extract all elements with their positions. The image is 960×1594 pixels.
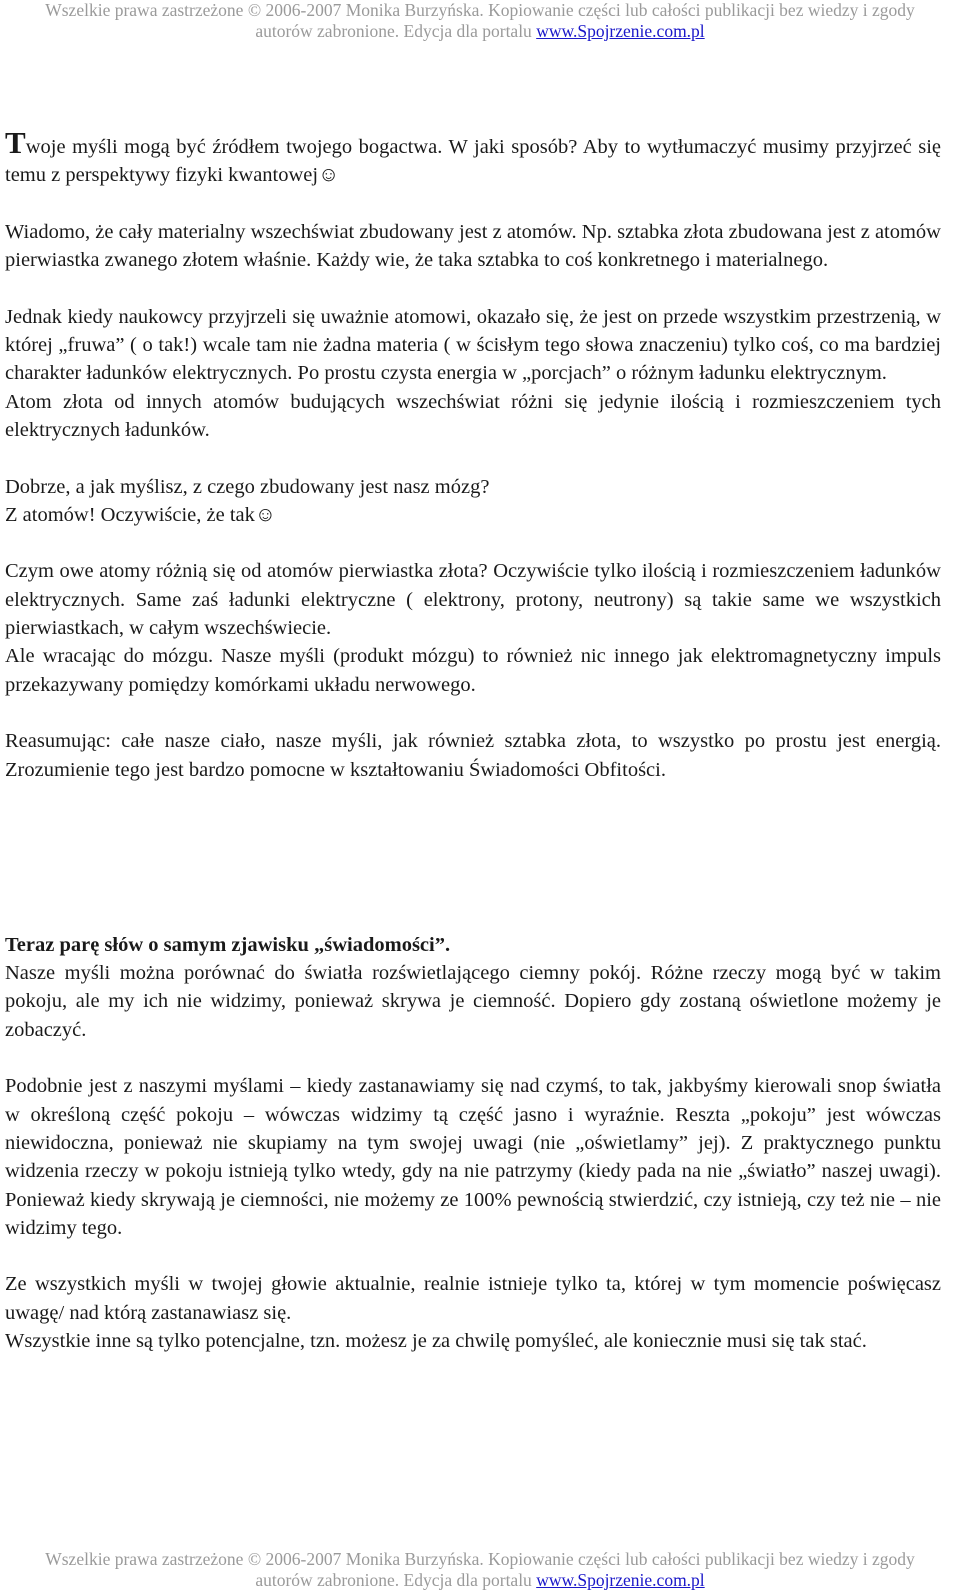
paragraph-brain-question: Dobrze, a jak myślisz, z czego zbudowany jest nasz mózg? bbox=[5, 475, 490, 498]
edition-text: autorów zabronione. Edycja dla portalu bbox=[255, 21, 537, 41]
paragraph-scientists: Jednak kiedy naukowcy przyjrzeli się uważnie atomowi, okazało się, że jest on przede wszystkim przestrzenią, w której „fruwa” ( o tak!) wcale tam nie żadna materia ( w ścisłym tego słowa znaczeniu) tylko coś, co ma bardziej charakter ładunków elektrycznych. Po prostu czysta energia w „porcjach” o różnym ładunku elektrycznym. bbox=[5, 305, 941, 385]
paragraph-summary: Reasumując: całe nasze ciało, nasze myśli, jak również sztabka złota, to wszystko po prostu jest energią. Zrozumienie tego jest bardzo pomocne w kształtowaniu Świadomości Obfitości. bbox=[5, 730, 941, 781]
paragraph-atoms: Wiadomo, że cały materialny wszechświat zbudowany jest z atomów. Np. sztabka złota zbudowana jest z atomów pierwiastka zwanego złotem właśnie. Każdy wie, że taka sztabka to coś konkretnego i materialnego. bbox=[5, 220, 941, 272]
copyright-line: Wszelkie prawa zastrzeżone © 2006-2007 Monika Burzyńska. Kopiowanie części lub całości publikacji bez wiedzy i zgody bbox=[45, 1549, 915, 1569]
intro-text: woje myśli mogą być źródłem twojego bogactwa. W jaki sposób? Aby to wytłumaczyć musimy przyjrzeć się temu z perspektywy fizyki kwantowej☺ bbox=[5, 136, 941, 187]
paragraph-brain-answer: Z atomów! Oczywiście, że tak☺ bbox=[5, 503, 276, 526]
intro-paragraph bbox=[5, 125, 941, 190]
page-footer bbox=[0, 1549, 960, 1591]
paragraph-gold-atom: Atom złota od innych atomów budujących wszechświat różni się jedynie ilością i rozmieszczeniem tych elektrycznych ładunków. bbox=[5, 390, 941, 441]
paragraph-back-to-brain: Ale wracając do mózgu. Nasze myśli (produkt mózgu) to również nic innego jak elektromagnetyczny impuls przekazywany pomiędzy komórkami układu nerwowego. bbox=[5, 645, 941, 696]
portal-link[interactable]: www.Spojrzenie.com.pl bbox=[536, 1570, 705, 1590]
initial-letter: T bbox=[5, 125, 26, 160]
paragraph-differences: Czym owe atomy różnią się od atomów pierwiastka złota? Oczywiście tylko ilością i rozmieszczeniem ładunków elektrycznych. Same zaś ładunki elektryczne ( elektrony, protony, neutrony) są takie same we wszystkich pierwiastkach, w całym wszechświecie. bbox=[5, 560, 941, 640]
document-body bbox=[5, 125, 941, 1355]
section-heading: Teraz parę słów o samym zjawisku „świadomości”. bbox=[5, 933, 451, 956]
paragraph-all-thoughts: Ze wszystkich myśli w twojej głowie aktualnie, realnie istnieje tylko ta, której w tym momencie poświęcasz uwagę/ nad którą zastanawiasz się. bbox=[5, 1273, 941, 1324]
paragraph-similar: Podobnie jest z naszymi myślami – kiedy zastanawiamy się nad czymś, to tak, jakbyśmy kierowali snop światła w określoną część pokoju – wówczas widzimy tą część jasno i wyraźnie. Reszta „pokoju” jest wówczas niewidoczna, ponieważ nie skupiamy na tym swojej uwagi (nie „oświetlamy” jej). Z praktycznego punktu widzenia rzeczy w pokoju istnieją tylko wtedy, gdy na nie patrzymy (kiedy pada na nie „światło” naszej uwagi). Ponieważ kiedy skrywają je ciemności, nie możemy ze 100% pewnością stwierdzić, czy istnieją, czy też nie – nie widzimy tego. bbox=[5, 1075, 941, 1239]
copyright-line: Wszelkie prawa zastrzeżone © 2006-2007 Monika Burzyńska. Kopiowanie części lub całości publikacji bez wiedzy i zgody bbox=[45, 0, 915, 20]
edition-text: autorów zabronione. Edycja dla portalu bbox=[255, 1570, 537, 1590]
edition-line bbox=[0, 1570, 960, 1591]
portal-link[interactable]: www.Spojrzenie.com.pl bbox=[536, 21, 705, 41]
edition-line bbox=[0, 21, 960, 42]
paragraph-others: Wszystkie inne są tylko potencjalne, tzn. możesz je za chwilę pomyśleć, ale koniecznie musi się tak stać. bbox=[5, 1329, 867, 1352]
paragraph-light: Nasze myśli można porównać do światła rozświetlającego ciemny pokój. Różne rzeczy mogą być w takim pokoju, ale my ich nie widzimy, ponieważ skrywa je ciemność. Dopiero gdy zostaną oświetlone możemy je zobaczyć. bbox=[5, 962, 941, 1041]
page-header bbox=[0, 0, 960, 42]
